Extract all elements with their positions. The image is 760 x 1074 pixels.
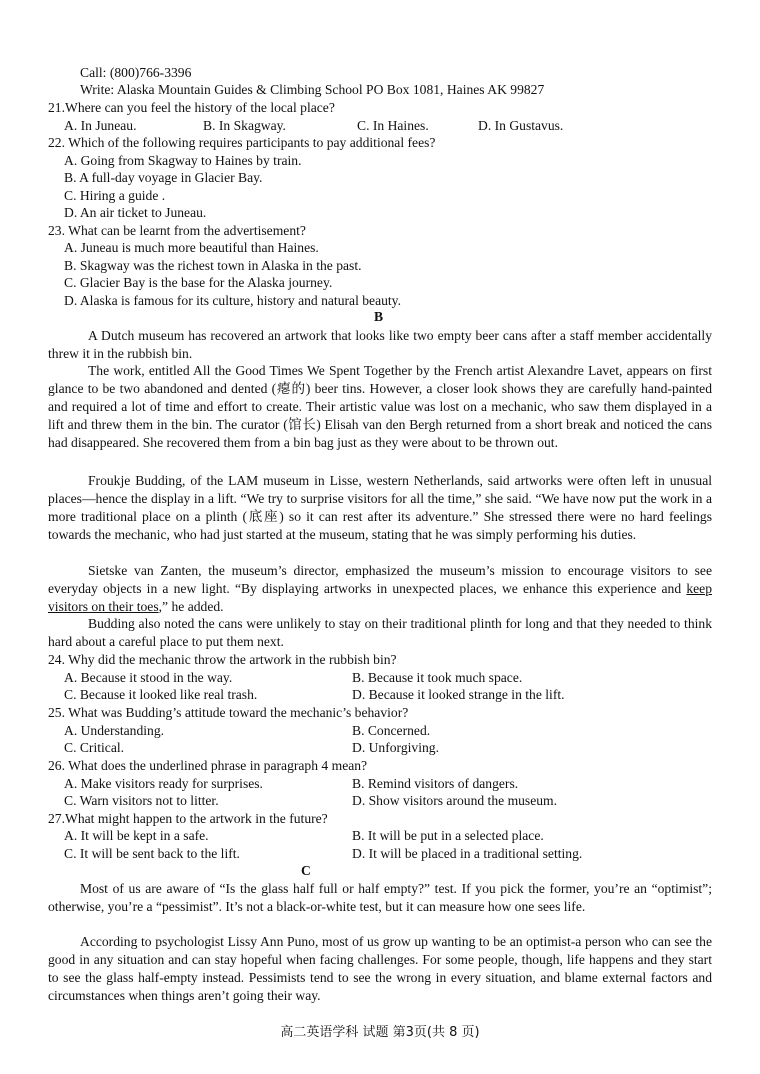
question-23-option-c: C. Glacier Bay is the base for the Alaska journey. (64, 275, 333, 290)
section-b-paragraph-5: Budding also noted the cans were unlikely to stay on their traditional plinth for long and that they needed to think hard about a careful place to put them next. (48, 616, 712, 649)
underlined-phrase: keep visitors on their toes (48, 581, 712, 614)
question-24-option-a: A. Because it stood in the way. (64, 670, 233, 685)
question-26-option-b: B. Remind visitors of dangers. (352, 776, 519, 791)
question-26-option-c: C. Warn visitors not to litter. (64, 793, 219, 808)
question-25-option-b: B. Concerned. (352, 723, 431, 738)
question-26-option-d: D. Show visitors around the museum. (352, 793, 558, 808)
question-22-option-d: D. An air ticket to Juneau. (64, 205, 207, 220)
section-b-paragraph-2: The work, entitled All the Good Times We Spent Together by the French artist Alexandre Lavet, appears on first glance to be two abandoned and dented (瘪的) beer tins. However, a closer look shows they are carefully hand-painted and required a lot of time and effort to create. Their artistic value was lost on a mechanic, who saw them displayed in a lift and threw them in the bin. The curator (馆长) Elisah van den Bergh returned from a short break and noticed the cans had disappeared. She recovered them from a bin bag just as they were about to be thrown out. (48, 363, 712, 450)
question-22-stem: 22. Which of the following requires participants to pay additional fees? (48, 135, 436, 150)
question-23-option-d: D. Alaska is famous for its culture, history and natural beauty. (64, 293, 401, 308)
section-c-paragraph-2: According to psychologist Lissy Ann Puno, most of us grow up wanting to be an optimist-a person who can see the good in any situation and can stay hopeful when facing challenges. For some people, though, life happens and they start to see the glass half-empty instead. Pessimists tend to see the wrong in every situation, and blame external factors and circumstances when things aren’t going their way. (48, 934, 712, 1003)
question-23-stem: 23. What can be learnt from the advertisement? (48, 223, 306, 238)
question-25-stem: 25. What was Budding’s attitude toward the mechanic’s behavior? (48, 705, 409, 720)
question-21-option-d: D. In Gustavus. (478, 118, 564, 133)
section-c-paragraph-1: Most of us are aware of “Is the glass half full or half empty?” test. If you pick the former, you’re an “optimist”; otherwise, you’re a “pessimist”. It’s not a black-or-white test, but it can measure how one sees life. (48, 881, 712, 914)
ad-write-line: Write: Alaska Mountain Guides & Climbing School PO Box 1081, Haines AK 99827 (80, 82, 545, 97)
question-27-option-b: B. It will be put in a selected place. (352, 828, 544, 843)
section-c-heading: C (301, 863, 311, 878)
question-22-option-c: C. Hiring a guide . (64, 188, 166, 203)
question-24-stem: 24. Why did the mechanic throw the artwork in the rubbish bin? (48, 652, 397, 667)
section-b-paragraph-4 (48, 562, 712, 616)
question-27-option-a: A. It will be kept in a safe. (64, 828, 209, 843)
question-22-option-a: A. Going from Skagway to Haines by train. (64, 153, 302, 168)
paragraph-4-text-after: ,” he added. (158, 599, 224, 614)
question-24-option-c: C. Because it looked like real trash. (64, 687, 258, 702)
question-27-stem: 27.What might happen to the artwork in the future? (48, 811, 328, 826)
question-23-option-b: B. Skagway was the richest town in Alaska in the past. (64, 258, 362, 273)
section-b-paragraph-3: Froukje Budding, of the LAM museum in Lisse, western Netherlands, said artworks were often left in unusual places—hence the display in a lift. “We try to surprise visitors for all the time,” she said. “We have now put the work in a more traditional place on a plinth (底座) so it can rest after its adventure.” She stressed there were no hard feelings towards the mechanic, who had just started at the museum, stating that he was simply performing his duties. (48, 473, 712, 542)
question-24-option-b: B. Because it took much space. (352, 670, 523, 685)
question-21-option-c: C. In Haines. (357, 118, 429, 133)
question-21-option-a: A. In Juneau. (64, 118, 137, 133)
section-b-paragraph-1: A Dutch museum has recovered an artwork that looks like two empty beer cans after a staff member accidentally threw it in the rubbish bin. (48, 328, 712, 361)
question-22-option-b: B. A full-day voyage in Glacier Bay. (64, 170, 263, 185)
section-b-heading: B (374, 309, 384, 324)
question-24-option-d: D. Because it looked strange in the lift. (352, 687, 565, 702)
question-21-option-b: B. In Skagway. (203, 118, 286, 133)
question-25-option-a: A. Understanding. (64, 723, 165, 738)
page-footer: 高二英语学科 试题 第3页(共 8 页) (280, 1025, 480, 1040)
question-23-option-a: A. Juneau is much more beautiful than Haines. (64, 240, 319, 255)
paragraph-4-text-before: Sietske van Zanten, the museum’s director, emphasized the museum’s mission to encourage visitors to see everyday objects in a new light. “By displaying artworks in unexpected places, we enhance this experience and (48, 563, 712, 596)
question-25-option-c: C. Critical. (64, 740, 125, 755)
question-26-stem: 26. What does the underlined phrase in paragraph 4 mean? (48, 758, 368, 773)
question-27-option-c: C. It will be sent back to the lift. (64, 846, 240, 861)
question-26-option-a: A. Make visitors ready for surprises. (64, 776, 263, 791)
question-25-option-d: D. Unforgiving. (352, 740, 439, 755)
question-27-option-d: D. It will be placed in a traditional setting. (352, 846, 583, 861)
question-21-stem: 21.Where can you feel the history of the local place? (48, 100, 335, 115)
ad-call-line: Call: (800)766-3396 (80, 65, 192, 80)
